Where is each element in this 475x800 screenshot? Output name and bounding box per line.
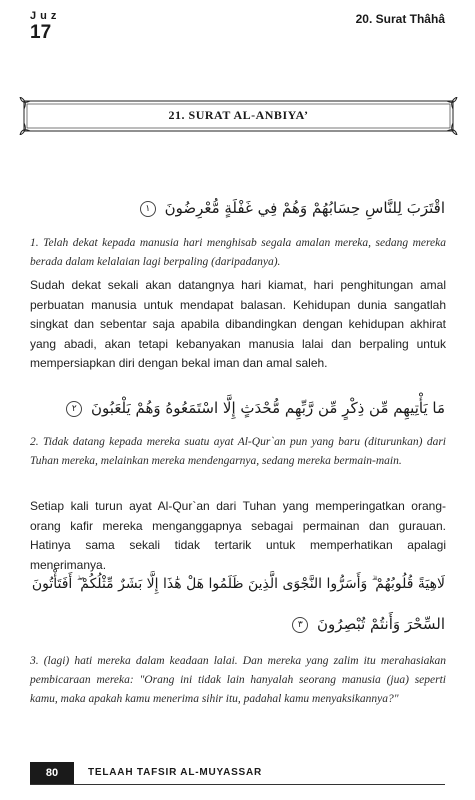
ayah-number-marker: ١	[140, 201, 156, 217]
verse-2-commentary: Setiap kali turun ayat Al-Qur`an dari Tuhan yang memperingatkan orang-orang kafir mereka menganggapnya sebagai permainan dan gurauan. Hatinya sama sekali tidak tertarik untuk memperhatikan apalagi menerimanya.	[30, 499, 446, 572]
verse-3-arabic-text-2: السِّحْرَ وَأَنتُمْ تُبْصِرُونَ	[317, 615, 445, 633]
verse-2-arabic-text: مَا يَأْتِيهِم مِّن ذِكْرٍ مِّن رَّبِّهِم مُّحْدَثٍ إِلَّا اسْتَمَعُوهُ وَهُمْ يَلْعَبُونَ	[91, 399, 445, 417]
verse-3-translation: 3. (lagi) hati mereka dalam keadaan lalai. Dan mereka yang zalim itu merahasiakan pembicaraan mereka: "Orang ini tidak lain hanyalah seorang manusia (jua) seperti kamu, maka apakah kamu menerima sihir itu, padahal kamu menyaksikannya?"	[30, 655, 446, 705]
book-title: TELAAH TAFSIR AL-MUYASSAR	[88, 767, 263, 778]
page-footer	[0, 762, 475, 786]
ayah-number-marker: ٢	[66, 401, 82, 417]
verse-1-arabic	[140, 196, 445, 220]
verse-2-translation: 2. Tidak datang kepada mereka suatu ayat Al-Qur`an pun yang baru (diturunkan) dari Tuhan mereka, melainkan mereka mendengarnya, sedang mereka bermain-main.	[30, 436, 446, 467]
verse-3-arabic-line-2	[292, 612, 445, 636]
juz-label: Juz	[30, 10, 61, 22]
verse-3-arabic-line-1	[32, 572, 445, 596]
verse-1-translation: 1. Telah dekat kepada manusia hari menghisab segala amalan mereka, sedang mereka berada dalam kelalaian lagi berpaling (daripadanya).	[30, 237, 446, 268]
footer-divider	[30, 784, 445, 785]
running-title: 20. Surat Thâhâ	[355, 12, 445, 26]
juz-number: 17	[30, 22, 52, 43]
surah-title: 21. SURAT AL-ANBIYA’	[168, 108, 309, 122]
verse-2-arabic	[66, 396, 445, 420]
ayah-number-marker: ٣	[292, 617, 308, 633]
verse-1-arabic-text: اقْتَرَبَ لِلنَّاسِ حِسَابُهُمْ وَهُمْ فِي غَفْلَةٍ مُّعْرِضُونَ	[164, 199, 445, 217]
surah-header-frame	[18, 97, 459, 135]
verse-3-arabic-text-1: لَاهِيَةً قُلُوبُهُمْ ۗ وَأَسَرُّوا النَّجْوَى الَّذِينَ ظَلَمُوا هَلْ هَٰذَا إِلَّا بَشَرٌ مِّثْلُكُمْ ۖ أَفَتَأْتُونَ	[31, 576, 445, 592]
juz-indicator	[30, 10, 60, 43]
verse-1-commentary: Sudah dekat sekali akan datangnya hari kiamat, hari penghitungan amal perbuatan manusia untuk mendapat balasan. Kehidupan dunia sangatlah singkat dan sebentar saja apabila dibandingkan dengan kehidupan akhirat yang abadi, akan tetapi kebanyakan manusia lalai dan berpaling untuk mempersiapkan diri dengan bekal iman dan amal saleh.	[30, 278, 446, 370]
page-number: 80	[30, 762, 74, 784]
